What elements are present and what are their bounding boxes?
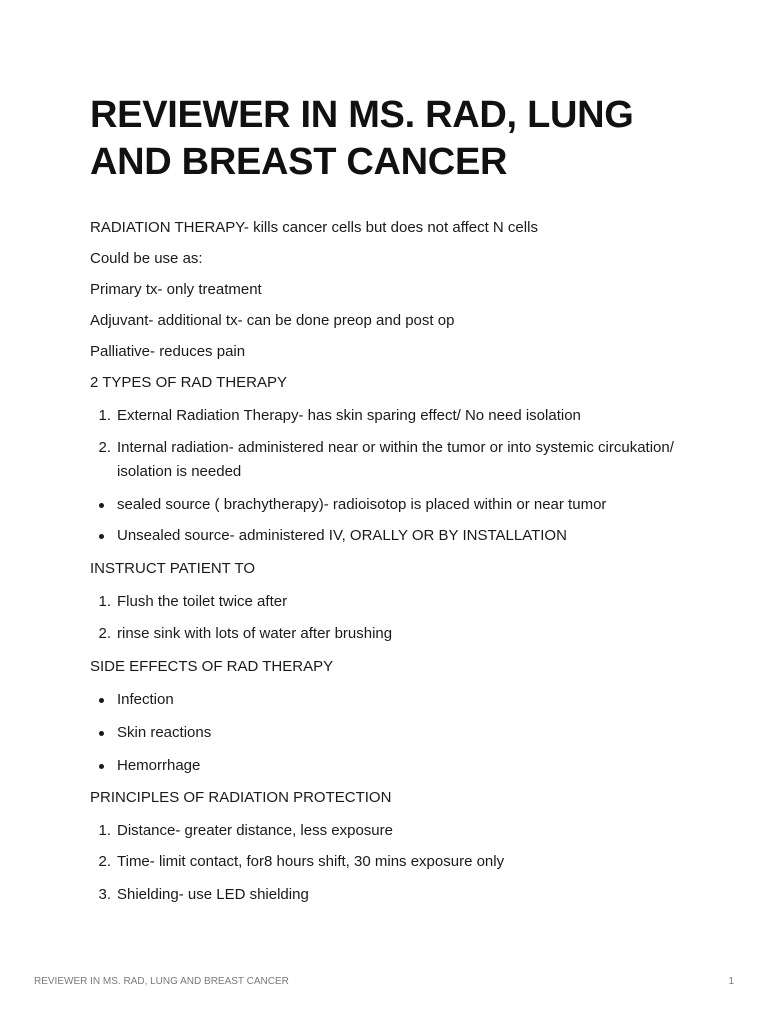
list-marker: 1. [98,593,111,610]
bullet-icon [99,534,104,539]
list-item-text: sealed source ( brachytherapy)- radioisotop is placed within or near tumor [117,496,607,513]
heading-rad-types: 2 TYPES OF RAD THERAPY [90,374,287,391]
list-marker: 2. [98,439,111,456]
list-item [98,404,677,428]
list-item-text: Shielding- use LED shielding [117,886,309,903]
bullet-icon [99,764,104,769]
list-item [98,436,677,484]
list-item-text: Time- limit contact, for8 hours shift, 30 mins exposure only [117,853,505,870]
list-marker: 3. [98,886,111,903]
heading-side-effects: SIDE EFFECTS OF RAD THERAPY [90,658,334,675]
footer-title: REVIEWER IN MS. RAD, LUNG AND BREAST CANCER [34,976,289,987]
list-item [117,721,677,745]
list-item [98,622,677,646]
list-item [117,754,677,778]
list-item-text: Unsealed source- administered IV, ORALLY OR BY INSTALLATION [117,527,567,544]
page-number: 1 [728,976,734,987]
list-item-text: Infection [117,691,174,708]
list-item [117,688,677,712]
list-item [98,883,677,907]
bullet-icon [99,503,104,508]
bullet-icon [99,731,104,736]
list-marker: 1. [98,407,111,424]
paragraph-palliative: Palliative- reduces pain [90,343,246,360]
heading-principles: PRINCIPLES OF RADIATION PROTECTION [90,789,392,806]
list-item-text: Flush the toilet twice after [117,593,288,610]
list-item-text: External Radiation Therapy- has skin sparing effect/ No need isolation [117,407,581,424]
list-marker: 1. [98,822,111,839]
paragraph-adjuvant: Adjuvant- additional tx- can be done preop and post op [90,312,455,329]
paragraph-could-be-use: Could be use as: [90,250,203,267]
list-item-text: Skin reactions [117,724,212,741]
list-item [117,493,677,517]
list-item-text: Internal radiation- administered near or within the tumor or into systemic circukation/ isolation is needed [117,439,674,480]
list-item-text: Distance- greater distance, less exposure [117,822,393,839]
paragraph-radiation-therapy: RADIATION THERAPY- kills cancer cells but does not affect N cells [90,219,538,236]
document-title: REVIEWER IN MS. RAD, LUNG AND BREAST CANCER [90,94,634,183]
list-item [117,524,677,548]
list-item [98,819,677,843]
list-item-text: rinse sink with lots of water after brushing [117,625,393,642]
list-item [98,590,677,614]
list-marker: 2. [98,853,111,870]
bullet-icon [99,698,104,703]
heading-instruct-patient: INSTRUCT PATIENT TO [90,560,256,577]
list-item [98,850,677,874]
paragraph-primary: Primary tx- only treatment [90,281,262,298]
list-item-text: Hemorrhage [117,757,201,774]
list-marker: 2. [98,625,111,642]
